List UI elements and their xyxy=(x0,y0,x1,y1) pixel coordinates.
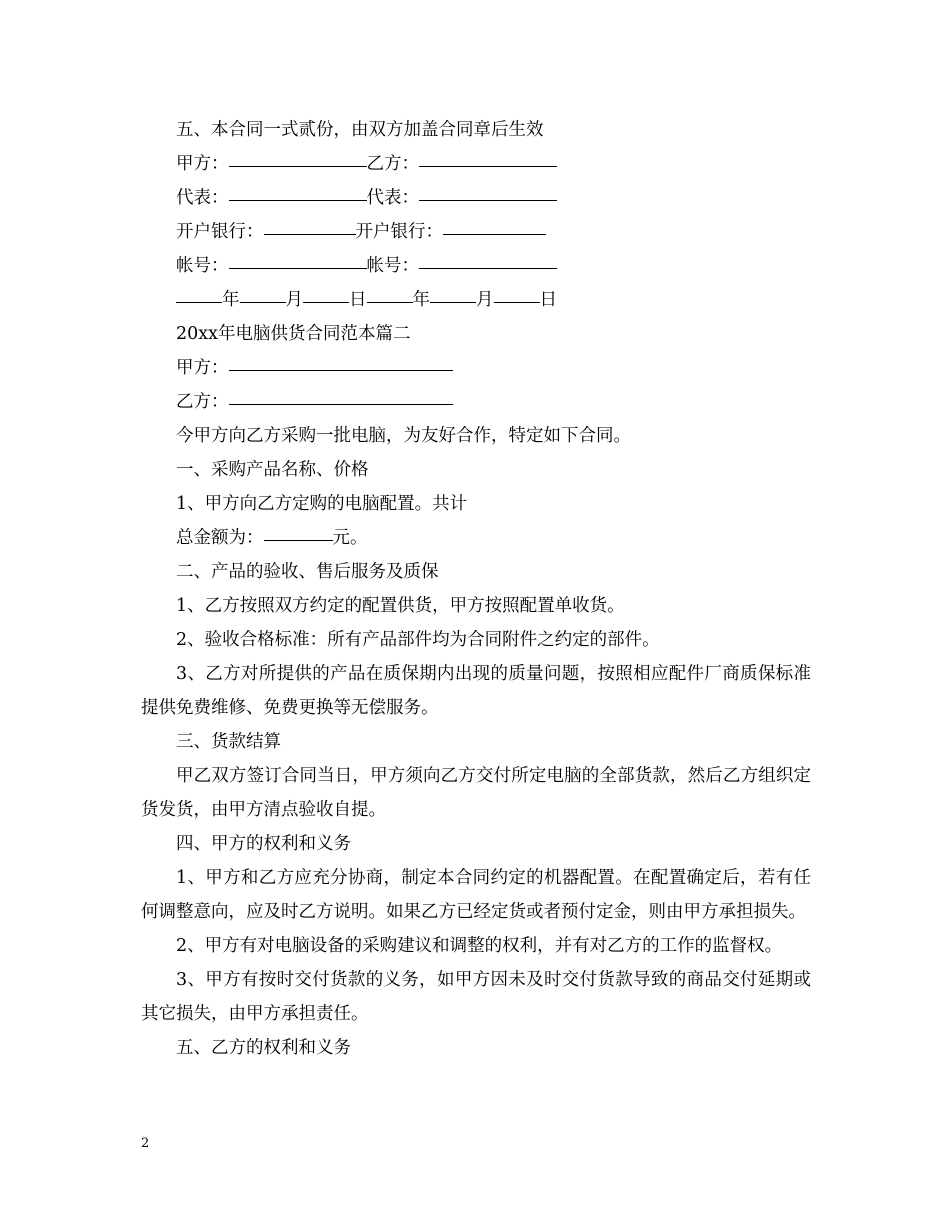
bank-a-label: 开户银行： xyxy=(176,222,264,242)
signature-party-row xyxy=(141,147,811,181)
total-amount-row xyxy=(141,521,811,555)
section-1-item-1: 1、甲方向乙方定购的电脑配置。共计 xyxy=(176,494,468,514)
section-2-item-2: 2、验收合格标准：所有产品部件均为合同附件之约定的部件。 xyxy=(176,630,660,650)
bank-a-blank xyxy=(264,233,356,235)
clause-line: 五、本合同一式贰份，由双方加盖合同章后生效 xyxy=(176,120,544,140)
section-2-title: 二、产品的验收、售后服务及质保 xyxy=(176,562,439,582)
month-b-blank xyxy=(430,301,476,303)
party-a2-blank xyxy=(229,369,453,371)
section-4-item-1: 1、甲方和乙方应充分协商，制定本合同约定的机器配置。在配置确定后，若有任何调整意向，应及时乙方说明。如果乙方已经定货或者预付定金，则由甲方承担损失。 xyxy=(141,868,811,922)
year-b-label: 年 xyxy=(412,290,430,310)
account-a-blank xyxy=(229,267,367,269)
section-2-item-3: 3、乙方对所提供的产品在质保期内出现的质量问题，按照相应配件厂商质保标准提供免费维修、免费更换等无偿服务。 xyxy=(141,664,811,718)
party-b2-label: 乙方： xyxy=(176,392,229,412)
total-amount-label: 总金额为： xyxy=(176,528,264,548)
signature-rep-row xyxy=(141,181,811,215)
account-a-label: 帐号： xyxy=(176,256,229,276)
month-a-blank xyxy=(240,301,286,303)
party-a-label: 甲方： xyxy=(176,154,229,174)
year-a-blank xyxy=(176,301,222,303)
bank-b-blank xyxy=(443,233,546,235)
account-b-blank xyxy=(419,267,557,269)
section-3-title: 三、货款结算 xyxy=(176,732,281,752)
document-body xyxy=(141,113,811,1065)
page-number: 2 xyxy=(141,1136,150,1151)
section-2-item-1: 1、乙方按照双方约定的配置供货，甲方按照配置单收货。 xyxy=(176,596,625,616)
day-b-blank xyxy=(494,301,540,303)
day-b-label: 日 xyxy=(539,290,557,310)
section-4-item-2: 2、甲方有对电脑设备的采购建议和调整的权利，并有对乙方的工作的监督权。 xyxy=(176,936,783,956)
day-a-label: 日 xyxy=(349,290,367,310)
section-4-item-3: 3、甲方有按时交付货款的义务，如甲方因未及时交付货款导致的商品交付延期或其它损失，由甲方承担责任。 xyxy=(141,970,811,1024)
section-4-title: 四、甲方的权利和义务 xyxy=(176,834,351,854)
total-amount-blank xyxy=(264,539,333,541)
party-b2-blank xyxy=(229,403,453,405)
intro-paragraph: 今甲方向乙方采购一批电脑，为友好合作，特定如下合同。 xyxy=(176,426,631,446)
month-a-label: 月 xyxy=(285,290,303,310)
rep-a-blank xyxy=(229,199,367,201)
total-amount-unit: 元。 xyxy=(332,528,368,548)
section-5-title: 五、乙方的权利和义务 xyxy=(176,1038,351,1058)
section-3-body: 甲乙双方签订合同当日，甲方须向乙方交付所定电脑的全部货款，然后乙方组织定货发货，由甲方清点验收自提。 xyxy=(141,766,811,820)
party-b2-row xyxy=(141,385,811,419)
year-a-label: 年 xyxy=(222,290,240,310)
party-b-label: 乙方： xyxy=(366,154,419,174)
party-a2-label: 甲方： xyxy=(176,358,229,378)
rep-a-label: 代表： xyxy=(176,188,229,208)
party-a-blank xyxy=(229,165,367,167)
bank-b-label: 开户银行： xyxy=(355,222,443,242)
party-a2-row xyxy=(141,351,811,385)
party-b-blank xyxy=(419,165,557,167)
year-b-blank xyxy=(367,301,413,303)
signature-date-row xyxy=(141,283,811,317)
month-b-label: 月 xyxy=(476,290,494,310)
rep-b-blank xyxy=(419,199,557,201)
day-a-blank xyxy=(303,301,349,303)
account-b-label: 帐号： xyxy=(366,256,419,276)
section-heading-2: 20xx年电脑供货合同范本篇二 xyxy=(176,324,411,344)
section-1-title: 一、采购产品名称、价格 xyxy=(176,460,369,480)
rep-b-label: 代表： xyxy=(366,188,419,208)
signature-bank-row xyxy=(141,215,811,249)
signature-account-row xyxy=(141,249,811,283)
